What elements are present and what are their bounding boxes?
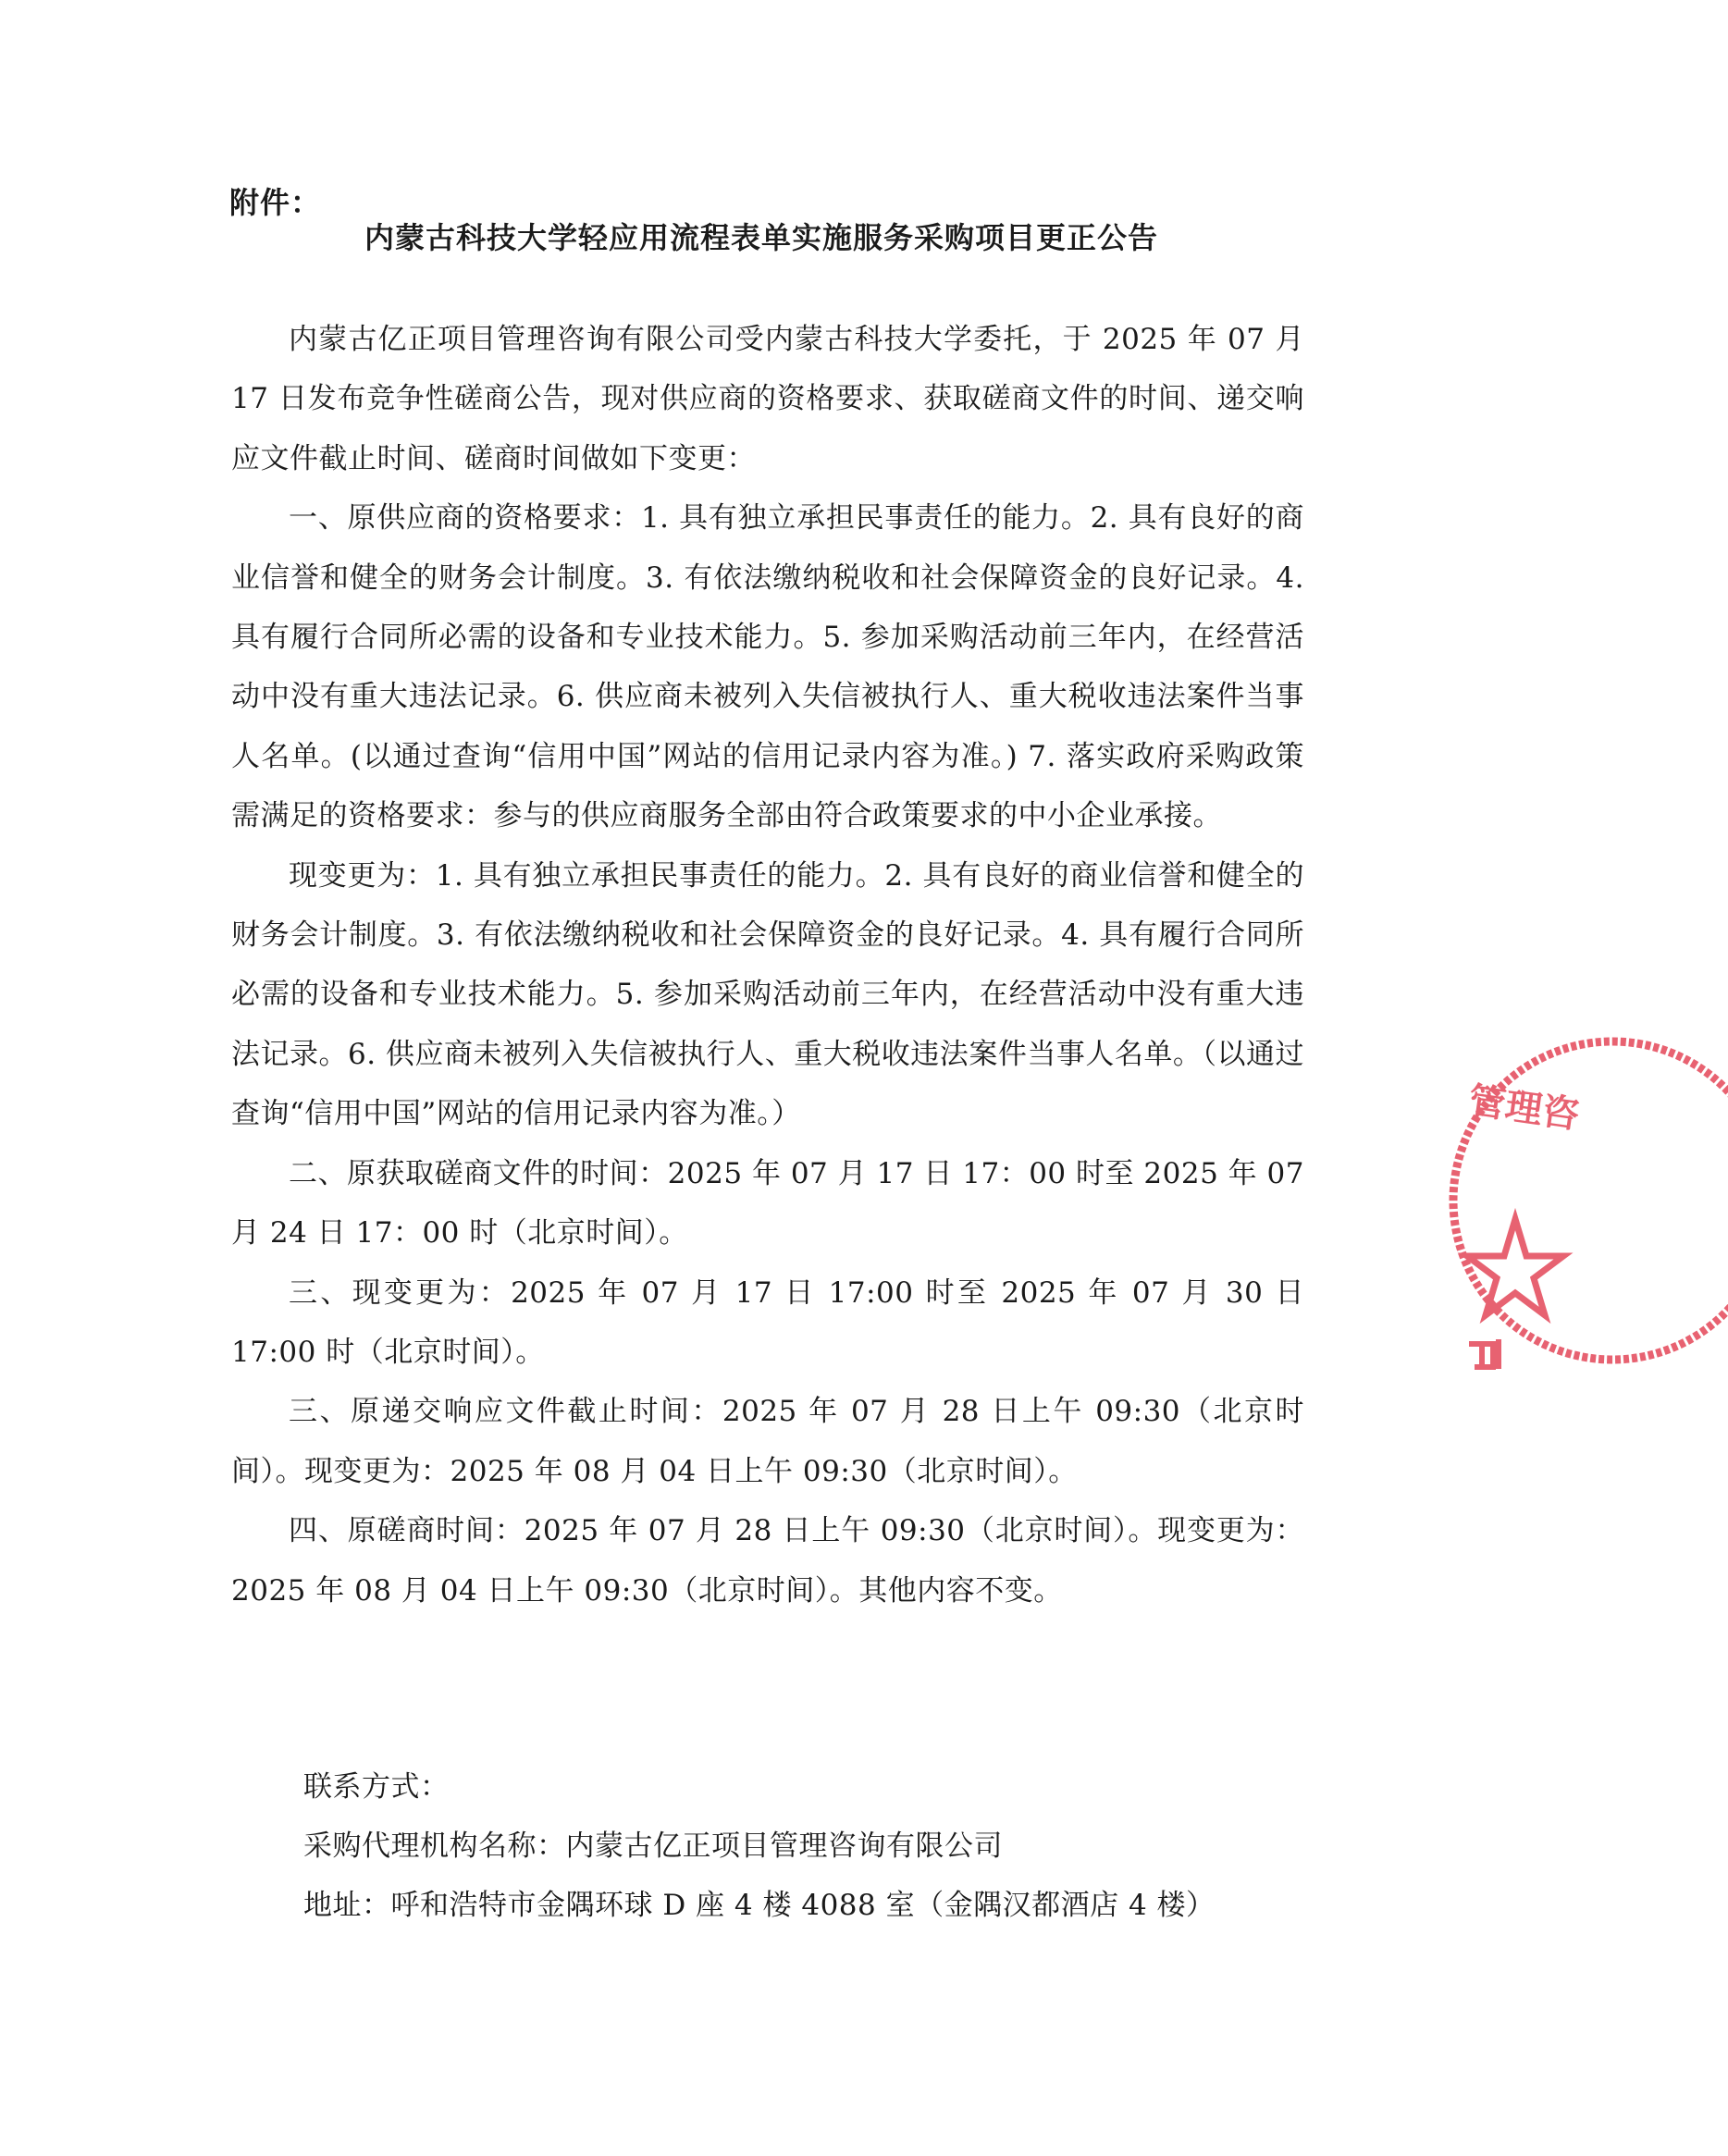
agency-address: 地址：呼和浩特市金隅环球 D 座 4 楼 4088 室（金隅汉都酒店 4 楼） (303, 1889, 1216, 1922)
document-title: 内蒙古科技大学轻应用流程表单实施服务采购项目更正公告 (364, 220, 1158, 255)
negotiation-time-paragraph: 四、原磋商时间：2025 年 07 月 28 日上午 09:30（北京时间）。现变更为：2025 年 08 月 04 日上午 09:30（北京时间）。其他内容不变。 (231, 1514, 1304, 1608)
contact-section (303, 1757, 1321, 1935)
original-qualification-paragraph: 一、原供应商的资格要求：1. 具有独立承担民事责任的能力。2. 具有良好的商业信誉和健全的财务会计制度。3. 有依法缴纳税收和社会保障资金的良好记录。4. 具有履行合同所必需的设备和专业技术能力。5. 参加采购活动前三年内，在经营活动中没有重大违法记录。6. 供应商未被列入失信被执行人、重大税收违法案件当事人名单。(以通过查询“信用中国”网站的信用记录内容为准。) 7. 落实政府采购政策需满足的资格要求：参与的供应商服务全部由符合政策要求的中小企业承接。 (231, 501, 1304, 833)
intro-paragraph: 内蒙古亿正项目管理咨询有限公司受内蒙古科技大学委托，于 2025 年 07 月 17 日发布竞争性磋商公告，现对供应商的资格要求、获取磋商文件的时间、递交响应文件截止时间、磋商时间做如下变更： (231, 323, 1304, 475)
company-seal-stamp (1450, 1025, 1728, 1376)
attachment-label: 附件： (229, 185, 322, 220)
original-document-time-paragraph: 二、原获取磋商文件的时间：2025 年 07 月 17 日 17：00 时至 2025 年 07 月 24 日 17：00 时（北京时间）。 (231, 1156, 1304, 1250)
agency-name: 采购代理机构名称：内蒙古亿正项目管理咨询有限公司 (303, 1830, 1003, 1863)
announcement-body (231, 310, 1304, 1620)
changed-document-time-paragraph: 三、现变更为：2025 年 07 月 17 日 17:00 时至 2025 年 07 月 30 日 17:00 时（北京时间）。 (231, 1275, 1304, 1369)
response-deadline-paragraph: 三、原递交响应文件截止时间：2025 年 07 月 28 日上午 09:30（北京时间）。现变更为：2025 年 08 月 04 日上午 09:30（北京时间）。 (231, 1395, 1304, 1488)
changed-qualification-paragraph: 现变更为：1. 具有独立承担民事责任的能力。2. 具有良好的商业信誉和健全的财务会计制度。3. 有依法缴纳税收和社会保障资金的良好记录。4. 具有履行合同所必需的设备和专业技术能力。5. 参加采购活动前三年内，在经营活动中没有重大违法记录。6. 供应商未被列入失信被执行人、重大税收违法案件当事人名单。（以通过查询“信用中国”网站的信用记录内容为准。） (231, 858, 1304, 1131)
contact-heading: 联系方式： (303, 1770, 450, 1804)
svg-text:管理咨: 管理咨 (1465, 1079, 1582, 1138)
